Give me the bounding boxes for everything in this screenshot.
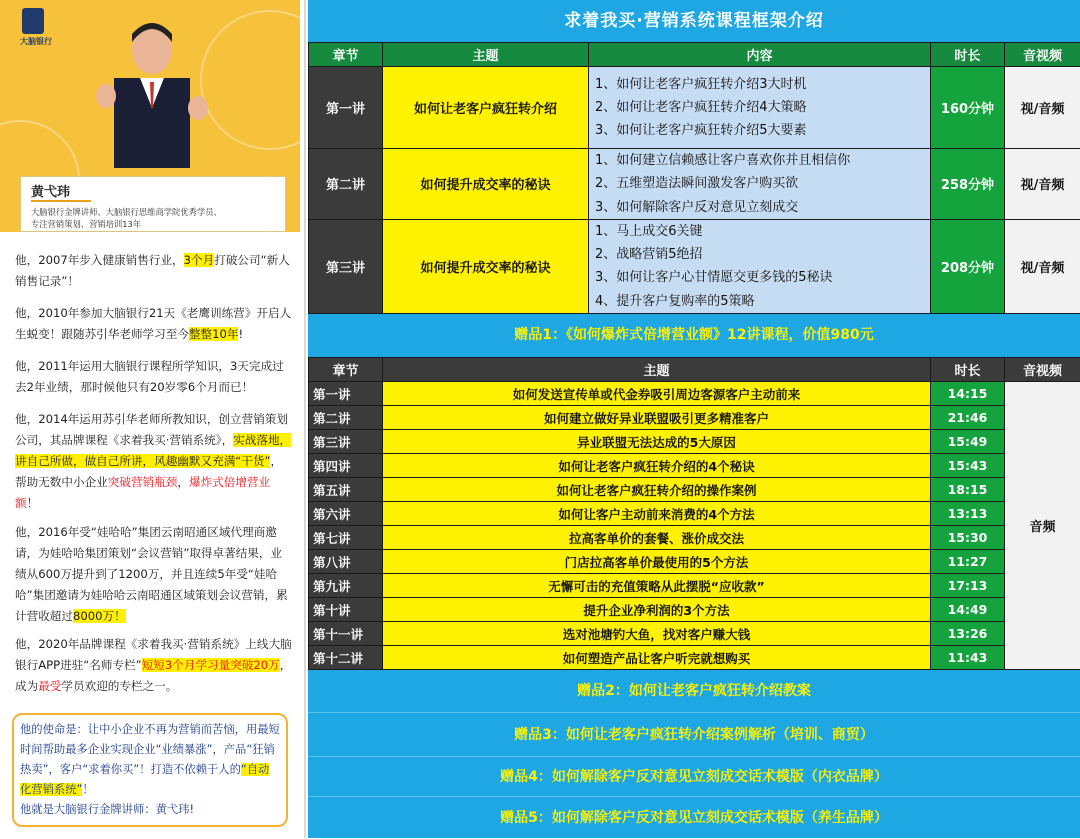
table-row <box>309 574 1080 598</box>
gift-2: 赠品2：如何让老客户疯狂转介绍教案 <box>308 670 1080 712</box>
table-cell: 视/音频 <box>1005 219 1080 313</box>
table-cell: 如何让老客户疯狂转介绍 <box>383 67 589 149</box>
table-cell: 如何提升成交率的秘诀 <box>383 219 589 313</box>
table-row <box>309 550 1080 574</box>
table-row <box>309 149 1080 220</box>
table-cell: 1、如何让老客户疯狂转介绍3大时机 2、如何让老客户疯狂转介绍4大策略 3、如何让老客户疯狂转介绍5大要素 <box>589 67 931 149</box>
gift-3: 赠品3：如何让老客户疯狂转介绍案例解析（培训、商贸） <box>308 712 1080 756</box>
table-cell: 第十讲 <box>309 598 383 622</box>
instructor-name-card <box>20 176 286 232</box>
bio-paragraph-2007: 他，2007年步入健康销售行业，3个月打破公司“新人销售记录”！ <box>15 250 293 292</box>
table-cell: 1、马上成交6关键 2、战略营销5绝招 3、如何让客户心甘情愿交更多钱的5秘诀 4、提升客户复购率的5策略 <box>589 219 931 313</box>
table-cell: 如何塑造产品让客户听完就想购买 <box>383 646 931 670</box>
table-cell: 第九讲 <box>309 574 383 598</box>
instructor-photo <box>96 8 208 168</box>
gift-4: 赠品4：如何解除客户反对意见立刻成交话术模版（内衣品牌） <box>308 756 1080 796</box>
course-title: 求着我买·营销系统课程框架介绍 <box>308 0 1080 42</box>
table-row <box>309 622 1080 646</box>
table-cell: 13:13 <box>931 502 1005 526</box>
column-header: 章节 <box>309 358 383 382</box>
table-row <box>309 430 1080 454</box>
course-panel <box>308 0 1080 838</box>
gift-5: 赠品5：如何解除客户反对意见立刻成交话术模版（养生品牌） <box>308 796 1080 838</box>
table-cell: 18:15 <box>931 478 1005 502</box>
brain-head-icon <box>22 8 44 34</box>
table-cell: 无懈可击的充值策略从此摆脱“应收款” <box>383 574 931 598</box>
table-cell: 160分钟 <box>931 67 1005 149</box>
table-cell: 门店拉高客单价最使用的5个方法 <box>383 550 931 574</box>
column-header: 时长 <box>931 358 1005 382</box>
table-row <box>309 478 1080 502</box>
table-cell: 11:27 <box>931 550 1005 574</box>
table-cell: 11:43 <box>931 646 1005 670</box>
table-row <box>309 406 1080 430</box>
table-row <box>309 646 1080 670</box>
table-cell: 如何建立做好异业联盟吸引更多精准客户 <box>383 406 931 430</box>
bio-paragraph-2011: 他，2011年运用大脑银行课程所学知识，3天完成过去2年业绩，那时候他只有20岁零6个月而已！ <box>15 356 293 398</box>
table-cell: 第三讲 <box>309 430 383 454</box>
table-cell: 第二讲 <box>309 149 383 220</box>
table-cell: 第七讲 <box>309 526 383 550</box>
table-cell: 14:49 <box>931 598 1005 622</box>
column-header: 时长 <box>931 43 1005 67</box>
table-cell: 13:26 <box>931 622 1005 646</box>
table-cell: 17:13 <box>931 574 1005 598</box>
table-cell: 15:30 <box>931 526 1005 550</box>
table-cell: 第一讲 <box>309 382 383 406</box>
table-cell: 15:43 <box>931 454 1005 478</box>
table-cell: 第八讲 <box>309 550 383 574</box>
media-type-cell: 音频 <box>1005 382 1080 670</box>
column-header: 音视频 <box>1005 358 1080 382</box>
table-header-row <box>309 358 1080 382</box>
instructor-name: 黄弋玮 <box>31 181 70 200</box>
table-row <box>309 67 1080 149</box>
bio-paragraph-2014: 他，2014年运用苏引华老师所教知识，创立营销策划公司，其品牌课程《求着我买·营销系统》，实战落地，讲自己所做，做自己所讲，风趣幽默又充满“干货”，帮助无数中小企业突破营销瓶颈，爆炸式倍增营业额！ <box>15 409 293 514</box>
table-cell: 第五讲 <box>309 478 383 502</box>
bonus-course-table <box>308 357 1080 670</box>
table-cell: 视/音频 <box>1005 149 1080 220</box>
table-row <box>309 502 1080 526</box>
column-header: 主题 <box>383 43 589 67</box>
table-cell: 如何让老客户疯狂转介绍的操作案例 <box>383 478 931 502</box>
table-cell: 21:46 <box>931 406 1005 430</box>
table-cell: 如何提升成交率的秘诀 <box>383 149 589 220</box>
table-cell: 视/音频 <box>1005 67 1080 149</box>
bio-paragraph-2010: 他，2010年参加大脑银行21天《老鹰训练营》开启人生蜕变！跟随苏引华老师学习至今整整10年! <box>15 303 293 345</box>
column-header: 音视频 <box>1005 43 1080 67</box>
table-row <box>309 526 1080 550</box>
table-cell: 15:49 <box>931 430 1005 454</box>
table-cell: 第四讲 <box>309 454 383 478</box>
table-cell: 选对池塘钓大鱼，找对客户赚大钱 <box>383 622 931 646</box>
column-header: 内容 <box>589 43 931 67</box>
bio-paragraph-2016: 他，2016年受“娃哈哈”集团云南昭通区域代理商邀请，为娃哈哈集团策划“会议营销”取得卓著结果，业绩从600万提升到了1200万，并且连续5年受“娃哈哈”集团邀请为娃哈哈云南昭通区域策划会议营销，累计营收超过8000万！ <box>15 522 293 627</box>
instructor-title-line1: 大脑银行金牌讲师、大脑银行思维商学院优秀学员、 <box>31 206 222 218</box>
table-cell: 第三讲 <box>309 219 383 313</box>
main-course-table <box>308 42 1080 314</box>
table-row <box>309 454 1080 478</box>
table-cell: 第六讲 <box>309 502 383 526</box>
table-row <box>309 219 1080 313</box>
table-cell: 第十二讲 <box>309 646 383 670</box>
brand-logo: 大脑银行 <box>8 8 58 52</box>
table-cell: 208分钟 <box>931 219 1005 313</box>
table-cell: 拉高客单价的套餐、涨价成交法 <box>383 526 931 550</box>
column-header: 主题 <box>383 358 931 382</box>
table-cell: 14:15 <box>931 382 1005 406</box>
instructor-panel <box>0 0 306 838</box>
table-cell: 第二讲 <box>309 406 383 430</box>
mission-statement: 他的使命是：让中小企业不再为营销而苦恼，用最短时间帮助最多企业实现企业“业绩暴涨”，产品“狂销热卖”，客户“求着你买”！打造不依赖于人的“自动化营销系统”！ 他就是大脑银行金牌讲师：黄弋玮! <box>12 713 288 827</box>
table-cell: 258分钟 <box>931 149 1005 220</box>
table-row <box>309 382 1080 406</box>
column-header: 章节 <box>309 43 383 67</box>
table-cell: 提升企业净利润的3个方法 <box>383 598 931 622</box>
instructor-title-line2: 专注营销策划、营销培训13年 <box>31 218 141 230</box>
table-cell: 第十一讲 <box>309 622 383 646</box>
table-cell: 如何让客户主动前来消费的4个方法 <box>383 502 931 526</box>
table-cell: 如何发送宣传单或代金券吸引周边客源客户主动前来 <box>383 382 931 406</box>
table-cell: 异业联盟无法达成的5大原因 <box>383 430 931 454</box>
gift-1: 赠品1：《如何爆炸式倍增营业额》12讲课程，价值980元 <box>308 314 1080 356</box>
table-cell: 1、如何建立信赖感让客户喜欢你并且相信你 2、五维塑造法瞬间激发客户购买欲 3、如何解除客户反对意见立刻成交 <box>589 149 931 220</box>
table-header-row <box>309 43 1080 67</box>
table-cell: 第一讲 <box>309 67 383 149</box>
table-row <box>309 598 1080 622</box>
table-cell: 如何让老客户疯狂转介绍的4个秘诀 <box>383 454 931 478</box>
instructor-hero <box>0 0 300 232</box>
bio-paragraph-2020: 他，2020年品牌课程《求着我买·营销系统》上线大脑银行APP进驻“名师专栏”短短3个月学习量突破20万，成为最受学员欢迎的专栏之一。 <box>15 634 293 697</box>
